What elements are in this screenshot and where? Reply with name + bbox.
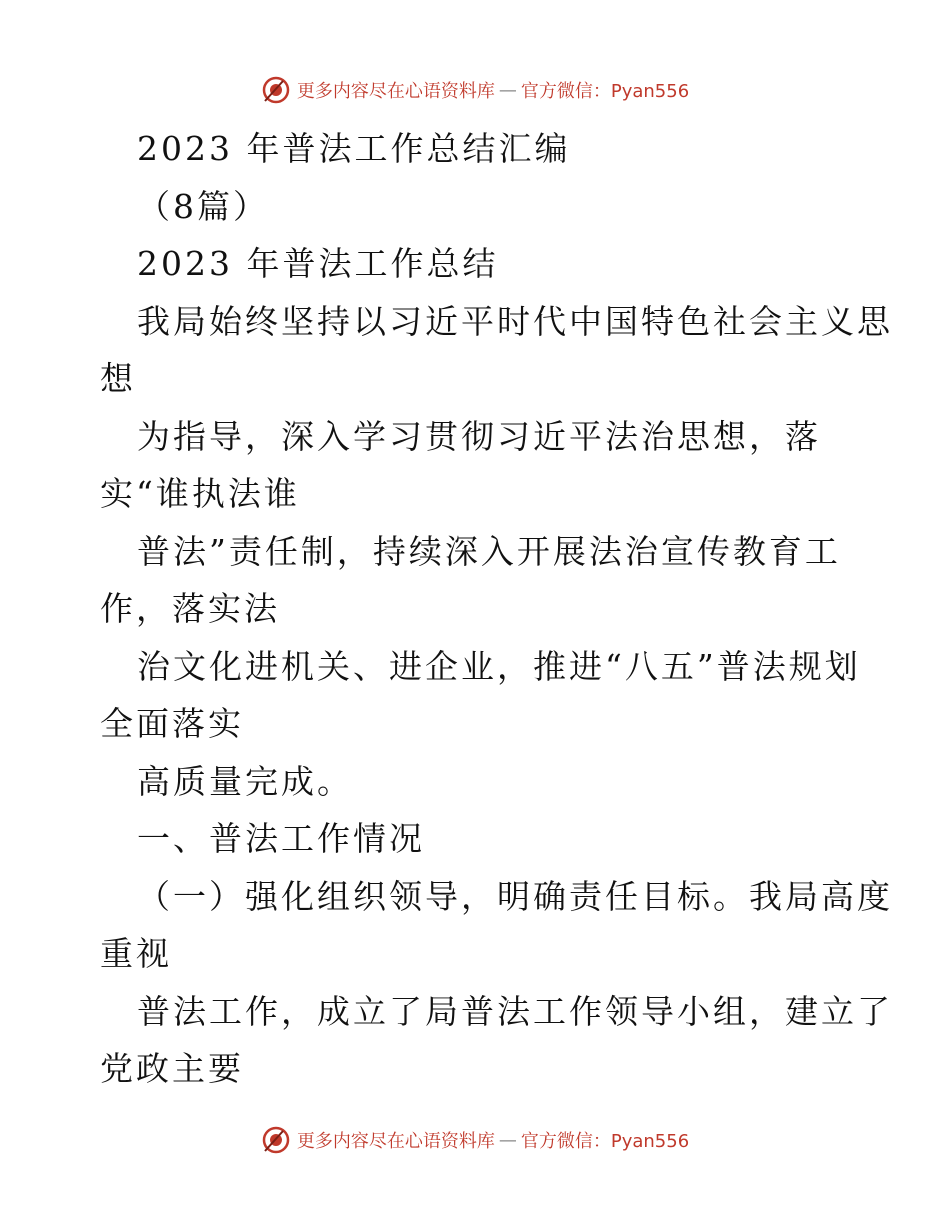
banner-wechat: 官方微信：Pyan556	[520, 1131, 690, 1152]
text-line: 治文化进机关、进企业，推进“八五”普法规划	[137, 646, 861, 686]
footer-watermark-banner	[0, 1120, 950, 1160]
document-body	[100, 120, 893, 1098]
banner-text: 更多内容尽在心语资料库	[296, 81, 495, 102]
text-line: （8篇）	[137, 186, 269, 226]
text-line: 2023 年普法工作总结汇编	[137, 129, 571, 168]
text-line: 为指导，深入学习贯彻习近平法治思想，落	[137, 416, 821, 456]
text-line: 2023 年普法工作总结	[137, 244, 499, 283]
text-line: 想	[100, 359, 136, 398]
red-quill-seal-icon	[261, 75, 291, 105]
red-quill-seal-icon	[261, 1125, 291, 1155]
text-line: 作，落实法	[100, 589, 280, 628]
text-line: 全面落实	[100, 704, 244, 743]
text-line: 高质量完成。	[137, 761, 353, 801]
text-line: 一、普法工作情况	[137, 819, 425, 858]
banner-wechat: 官方微信：Pyan556	[520, 81, 690, 102]
text-line: 党政主要	[100, 1049, 244, 1088]
text-line: 实“谁执法谁	[100, 474, 300, 513]
text-line: 重视	[100, 934, 172, 973]
header-watermark-banner	[0, 70, 950, 110]
banner-separator: —	[498, 79, 517, 101]
text-line: 普法工作，成立了局普法工作领导小组，建立了	[137, 991, 893, 1031]
banner-text: 更多内容尽在心语资料库	[296, 1131, 495, 1152]
banner-separator: —	[498, 1129, 517, 1151]
text-line: 普法”责任制，持续深入开展法治宣传教育工	[137, 531, 841, 571]
text-line: 我局始终坚持以习近平时代中国特色社会主义思	[137, 301, 893, 341]
text-line: （一）强化组织领导，明确责任目标。我局高度	[137, 876, 893, 916]
